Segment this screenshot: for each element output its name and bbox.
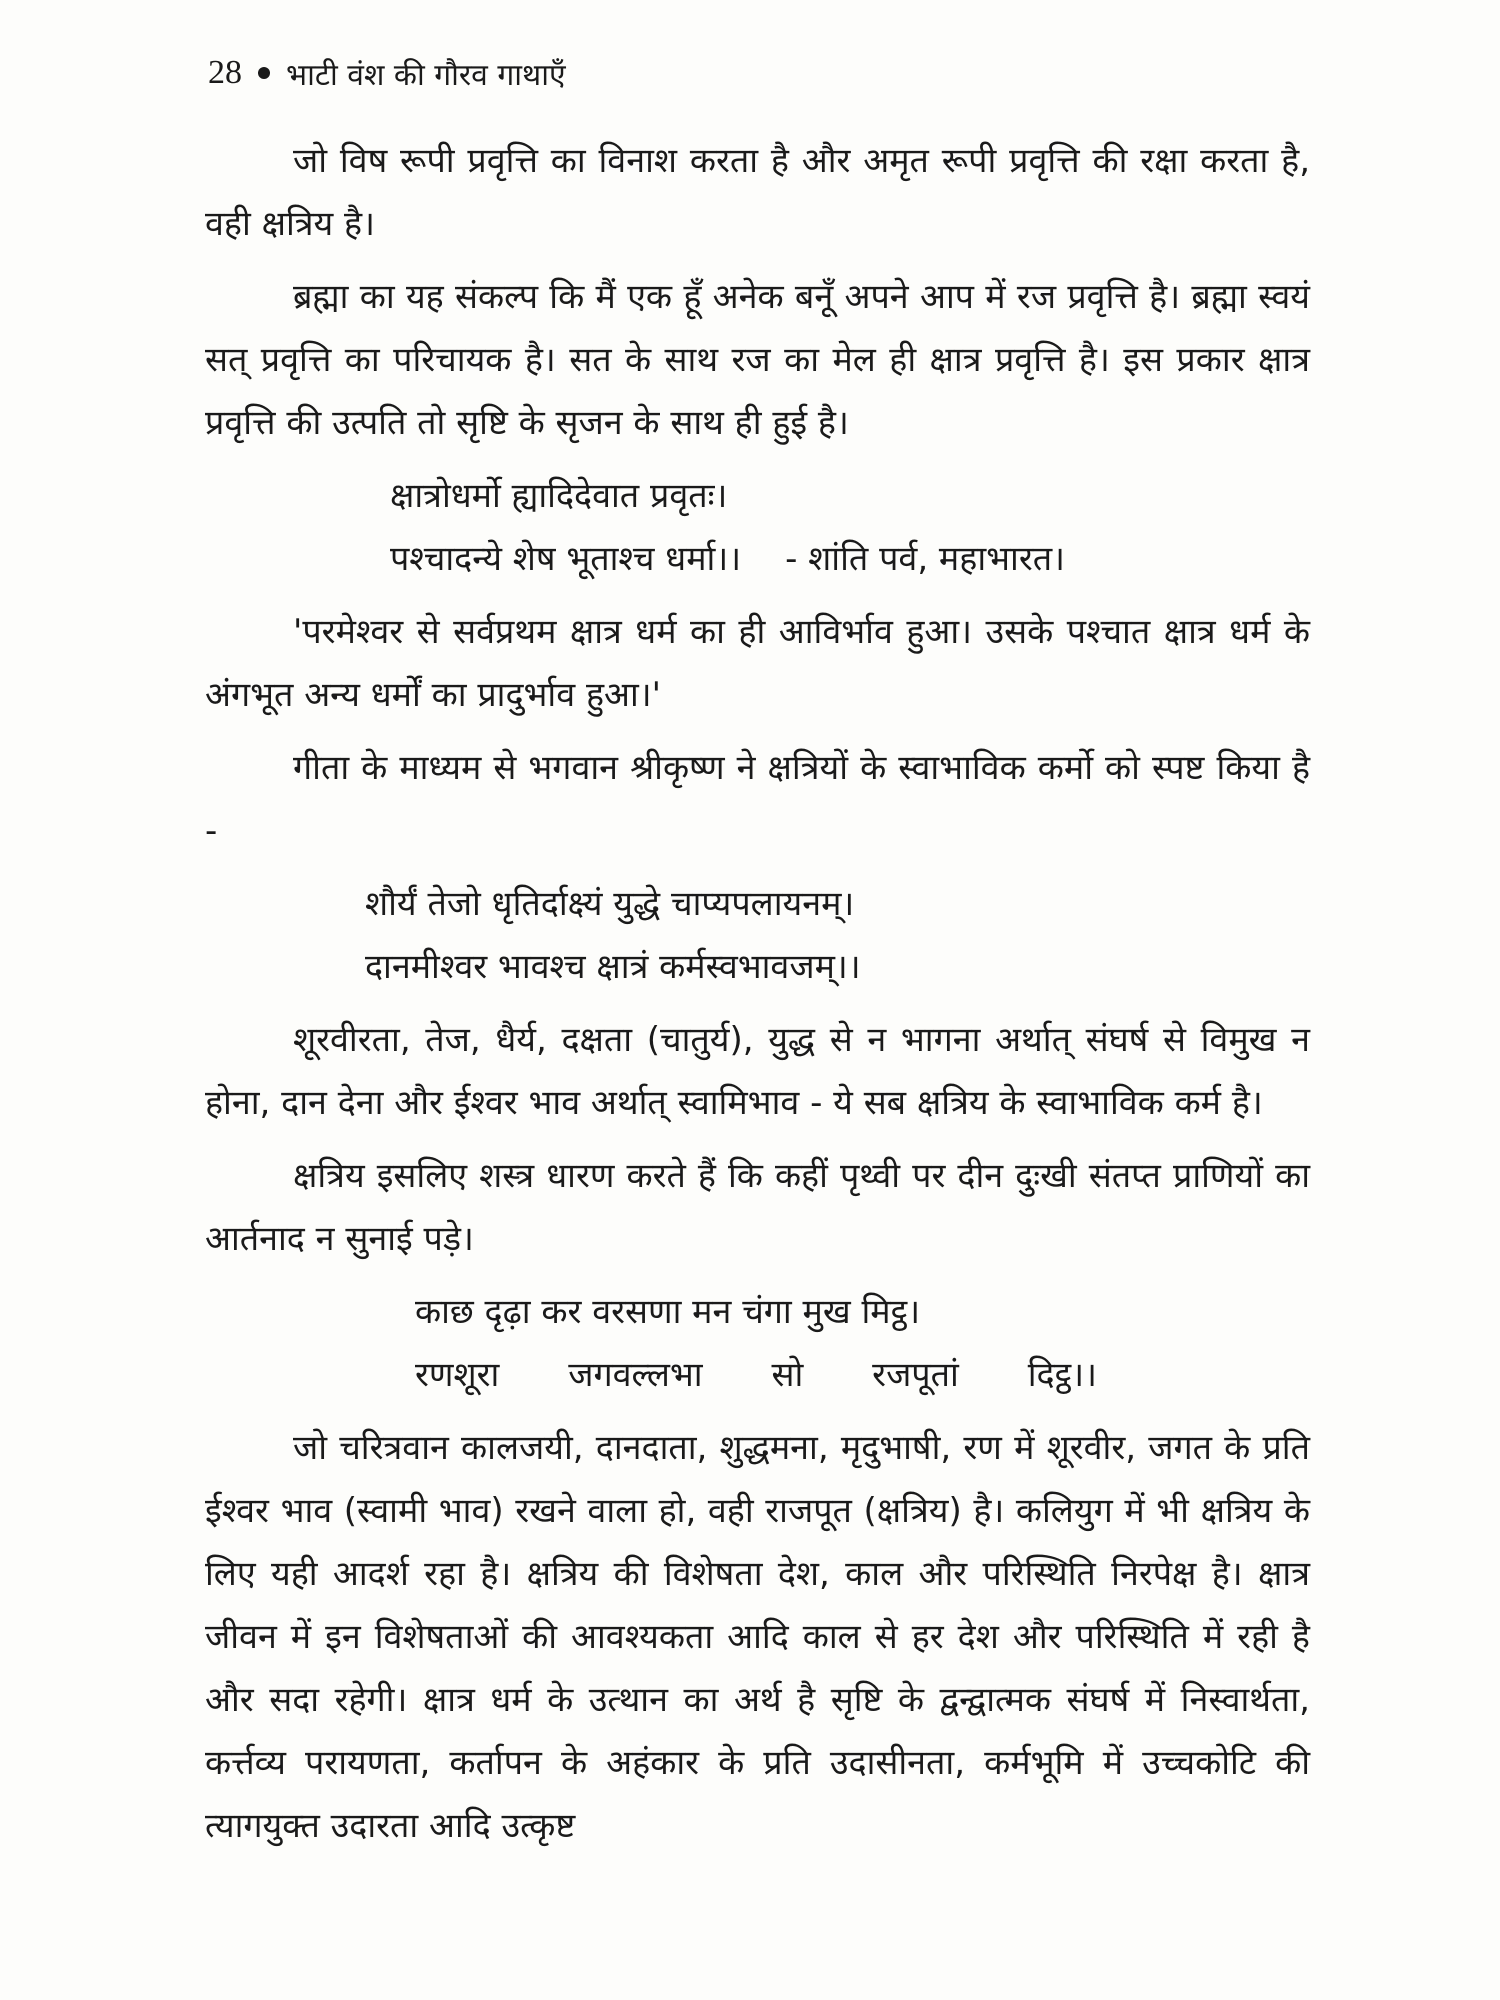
shanti-parva-verse [205, 465, 1310, 591]
paragraph: शूरवीरता, तेज, धैर्य, दक्षता (चातुर्य), युद्ध से न भागना अर्थात् संघर्ष से विमुख न होना, दान देना और ईश्वर भाव अर्थात् स्वामिभाव - ये सब क्षत्रिय के स्वाभाविक कर्म है। [205, 1020, 1310, 1123]
verse-line: क्षात्रोधर्मो ह्यादिदेवात प्रवृतः। [390, 476, 728, 516]
paragraph: जो विष रूपी प्रवृत्ति का विनाश करता है और अमृत रूपी प्रवृत्ति की रक्षा करता है, वही क्षत्रिय है। [205, 141, 1310, 244]
running-head [208, 48, 566, 98]
paragraph: क्षत्रिय इसलिए शस्त्र धारण करते हैं कि कहीं पृथ्वी पर दीन दुःखी संतप्त प्राणियों का आर्तनाद न सुनाई पड़े। [205, 1156, 1310, 1259]
verse-line: पश्चादन्ये शेष भूताश्च धर्मा।। [390, 539, 742, 579]
paragraph: 'परमेश्वर से सर्वप्रथम क्षात्र धर्म का ही आविर्भाव हुआ। उसके पश्चात क्षात्र धर्म के अंगभूत अन्य धर्मों का प्रादुर्भाव हुआ।' [205, 612, 1310, 715]
book-title: भाटी वंश की गौरव गाथाएँ [286, 57, 566, 93]
verse-word: सो [771, 1355, 804, 1395]
verse-word: दिट्ठ।। [1027, 1355, 1097, 1395]
page-body [205, 130, 1310, 1868]
rajasthani-verse [205, 1281, 1310, 1407]
paragraph: जो चरित्रवान कालजयी, दानदाता, शुद्धमना, मृदुभाषी, रण में शूरवीर, जगत के प्रति ईश्वर भाव (स्वामी भाव) रखने वाला हो, वही राजपूत (क्षत्रिय) है। कलियुग में भी क्षत्रिय के लिए यही आदर्श रहा है। क्षत्रिय की विशेषता देश, काल और परिस्थिति निरपेक्ष है। क्षात्र जीवन में इन विशेषताओं की आवश्यकता आदि काल से हर देश और परिस्थिति में रही है और सदा रहेगी। क्षात्र धर्म के उत्थान का अर्थ है सृष्टि के द्वन्द्वात्मक संघर्ष में निस्वार्थता, कर्त्तव्य परायणता, कर्तापन के अहंकार के प्रति उदासीनता, कर्मभूमि में उच्चकोटि की त्यागयुक्त उदारता आदि उत्कृष्ट [205, 1428, 1310, 1846]
gita-verse [205, 873, 1310, 999]
verse-line: दानमीश्वर भावश्च क्षात्रं कर्मस्वभावजम्।। [365, 947, 861, 987]
verse-line-spread [205, 1344, 1310, 1407]
paragraph: ब्रह्मा का यह संकल्प कि मैं एक हूँ अनेक बनूँ अपने आप में रज प्रवृत्ति है। ब्रह्मा स्वयं सत् प्रवृत्ति का परिचायक है। सत के साथ रज का मेल ही क्षात्र प्रवृत्ति है। इस प्रकार क्षात्र प्रवृत्ति की उत्पति तो सृष्टि के सृजन के साथ ही हुई है। [205, 277, 1310, 443]
page-number: 28 [208, 54, 242, 91]
bullet-icon [258, 67, 270, 79]
verse-line-with-attribution [205, 528, 1310, 591]
paragraph: गीता के माध्यम से भगवान श्रीकृष्ण ने क्षत्रियों के स्वाभाविक कर्मो को स्पष्ट किया है - [205, 748, 1310, 851]
verse-attribution: - शांति पर्व, महाभारत। [785, 539, 1066, 579]
verse-word: रणशूरा [415, 1355, 500, 1395]
verse-line: काछ दृढ़ा कर वरसणा मन चंगा मुख मिट्ठ। [415, 1292, 921, 1332]
verse-line: शौर्यं तेजो धृतिर्दाक्ष्यं युद्धे चाप्यपलायनम्। [365, 884, 855, 924]
verse-word: जगवल्लभा [568, 1355, 703, 1395]
verse-word: रजपूतां [872, 1355, 959, 1395]
